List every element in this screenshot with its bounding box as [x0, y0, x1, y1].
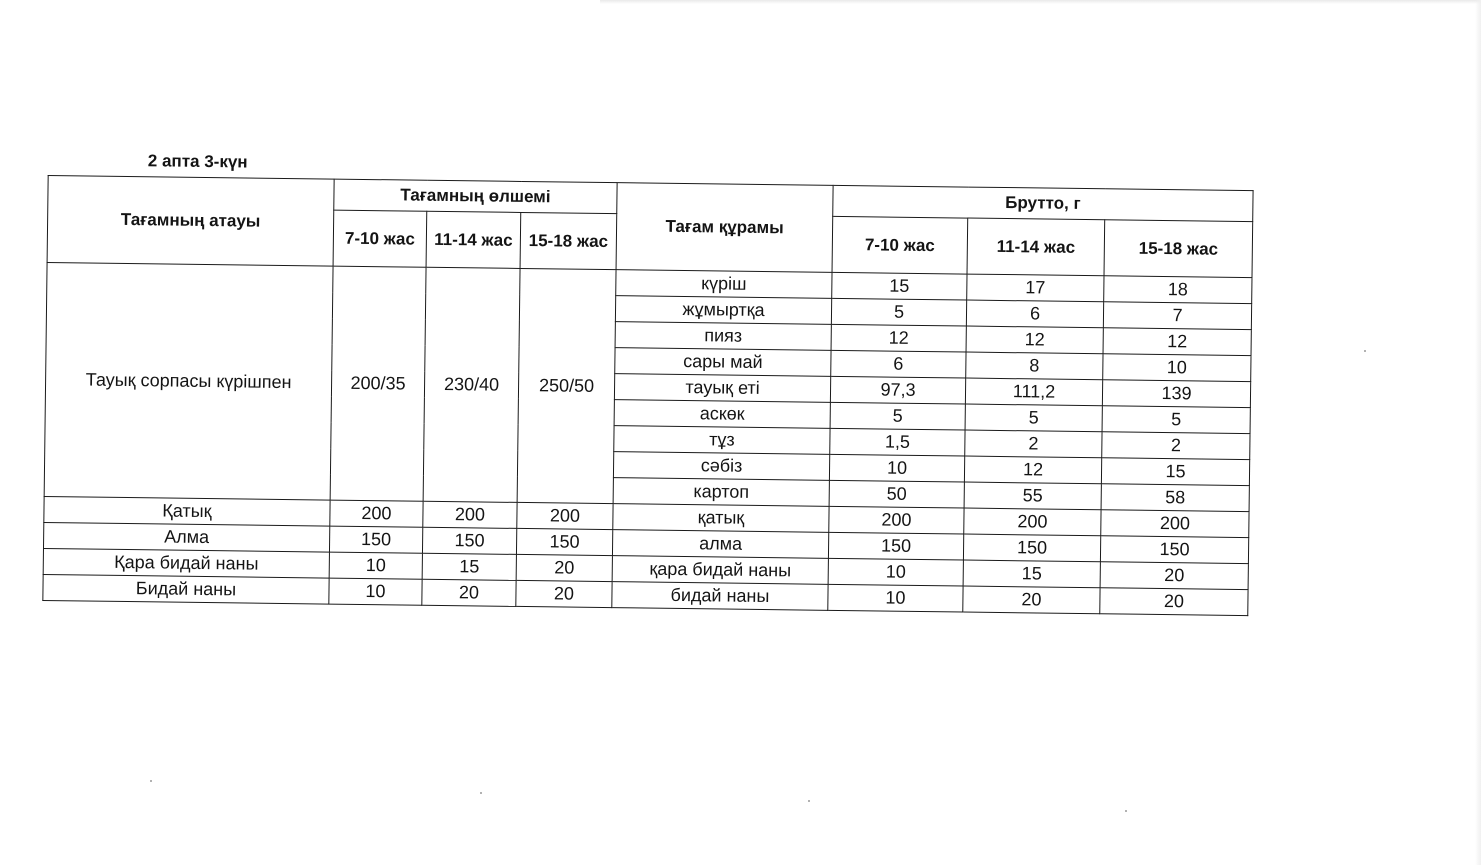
gross-value-cell: 15: [832, 272, 967, 300]
gross-value-cell: 2: [1102, 432, 1250, 460]
ingredient-name-cell: алма: [612, 530, 828, 559]
menu-table: [42, 175, 1253, 616]
gross-value-cell: 150: [963, 534, 1100, 562]
portion-cell: 200/35: [330, 266, 426, 501]
gross-value-cell: 5: [830, 402, 965, 430]
portion-cell: 150: [329, 526, 422, 553]
gross-header: Брутто, г: [833, 185, 1253, 221]
ingredient-name-cell: сәбіз: [613, 452, 829, 481]
portion-cell: 150: [516, 528, 612, 555]
gross-value-cell: 200: [829, 506, 964, 534]
gross-value-cell: 200: [964, 508, 1101, 536]
gross-value-cell: 200: [1101, 510, 1249, 538]
scan-edge-shadow-right: [1475, 0, 1481, 865]
gross-value-cell: 10: [828, 584, 963, 612]
portion-cell: 20: [422, 579, 516, 606]
dish-name-cell: Алма: [43, 522, 329, 552]
portion-cell: 150: [422, 527, 516, 554]
gross-value-cell: 97,3: [830, 376, 965, 404]
menu-table-body: [43, 262, 1252, 615]
gross-value-cell: 2: [965, 430, 1102, 458]
gross-value-cell: 10: [1103, 354, 1251, 382]
gross-value-cell: 10: [828, 558, 963, 586]
scan-speck: [1364, 350, 1366, 352]
portion-cell: 15: [422, 553, 516, 580]
gross-value-cell: 5: [1102, 406, 1250, 434]
ingredient-name-cell: аскөк: [614, 400, 830, 429]
portion-cell: 20: [516, 580, 612, 607]
gross-value-cell: 17: [967, 274, 1104, 302]
dish-name-cell: Қара бидай наны: [43, 548, 329, 578]
ingredient-name-cell: тауық еті: [614, 374, 830, 403]
portion-cell: 250/50: [517, 268, 616, 503]
scan-speck: [808, 800, 810, 802]
gross-value-cell: 15: [1101, 458, 1249, 486]
menu-sheet: [42, 150, 1264, 616]
ingredient-name-cell: қатық: [613, 504, 829, 533]
scan-speck: [1125, 810, 1127, 812]
day-caption: 2 апта 3-күн: [147, 151, 248, 172]
portion-age-header: 15-18 жас: [520, 212, 617, 269]
gross-value-cell: 6: [966, 300, 1103, 328]
gross-value-cell: 58: [1101, 484, 1249, 512]
scan-speck: [480, 792, 482, 794]
gross-value-cell: 12: [966, 326, 1103, 354]
gross-value-cell: 55: [964, 482, 1101, 510]
portion-age-header: 11-14 жас: [426, 211, 521, 268]
gross-value-cell: 139: [1102, 380, 1250, 408]
scan-speck: [150, 780, 152, 782]
ingredient-name-cell: картоп: [613, 478, 829, 507]
portion-cell: 200: [423, 501, 517, 528]
ingredient-name-cell: пияз: [615, 322, 831, 351]
gross-value-cell: 20: [1100, 562, 1248, 590]
dish-name-header: Тағамның атауы: [47, 176, 334, 267]
gross-value-cell: 12: [964, 456, 1101, 484]
portion-cell: 10: [329, 578, 422, 605]
gross-value-cell: 50: [829, 480, 964, 508]
gross-value-cell: 12: [1103, 328, 1251, 356]
gross-value-cell: 12: [831, 324, 966, 352]
gross-value-cell: 20: [963, 586, 1100, 614]
gross-value-cell: 18: [1104, 276, 1252, 304]
portion-cell: 200: [330, 500, 423, 527]
ingredient-name-cell: тұз: [614, 426, 830, 455]
dish-name-cell: Бидай наны: [43, 574, 329, 604]
gross-value-cell: 6: [831, 350, 966, 378]
gross-value-cell: 7: [1103, 302, 1251, 330]
portion-cell: 20: [516, 554, 612, 581]
portion-cell: 200: [517, 502, 613, 529]
gross-value-cell: 150: [1100, 536, 1248, 564]
portion-cell: 10: [329, 552, 422, 579]
portion-cell: 230/40: [423, 267, 520, 502]
portion-age-header: 7-10 жас: [333, 210, 427, 267]
gross-value-cell: 1,5: [830, 428, 965, 456]
gross-value-cell: 150: [828, 532, 963, 560]
ingredient-name-cell: күріш: [616, 270, 832, 299]
gross-age-header: 7-10 жас: [832, 216, 968, 274]
gross-value-cell: 8: [966, 352, 1103, 380]
dish-name-cell: Тауық сорпасы күрішпен: [44, 262, 333, 500]
ingredient-name-cell: бидай наны: [612, 582, 828, 611]
gross-value-cell: 5: [831, 298, 966, 326]
gross-age-header: 11-14 жас: [967, 218, 1105, 276]
dish-name-cell: Қатық: [44, 496, 330, 526]
gross-value-cell: 111,2: [965, 378, 1102, 406]
gross-age-header: 15-18 жас: [1104, 220, 1253, 278]
ingredient-name-cell: сары май: [615, 348, 831, 377]
portion-header: Тағамның өлшемі: [334, 179, 617, 214]
gross-value-cell: 15: [963, 560, 1100, 588]
gross-value-cell: 20: [1100, 588, 1248, 616]
gross-value-cell: 10: [829, 454, 964, 482]
gross-value-cell: 5: [965, 404, 1102, 432]
ingredient-name-cell: жұмыртқа: [615, 296, 831, 325]
ingredient-name-cell: қара бидай наны: [612, 556, 828, 585]
composition-header: Тағам құрамы: [616, 183, 833, 273]
scan-edge-shadow: [600, 0, 1481, 4]
